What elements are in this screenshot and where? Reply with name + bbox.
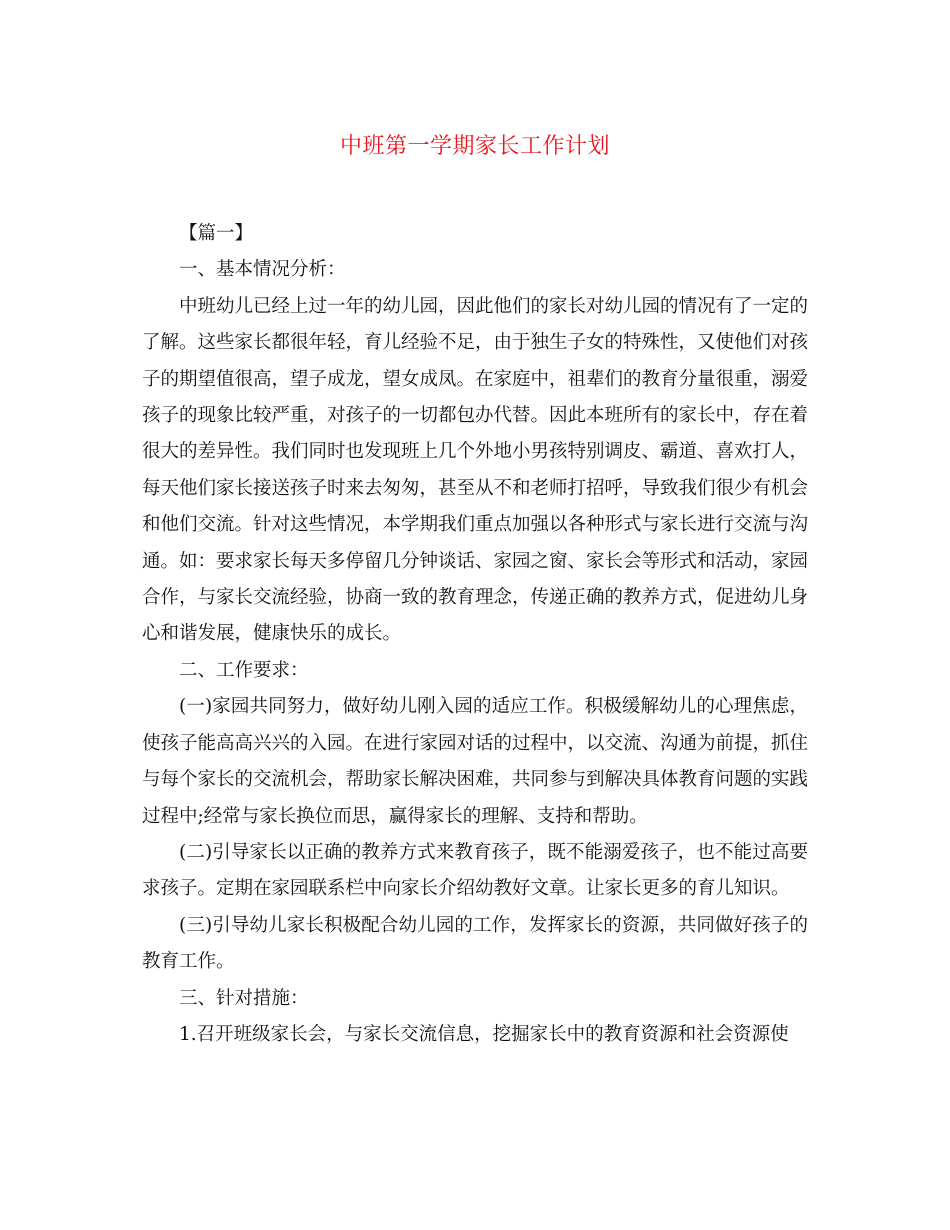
body-paragraph: (三)引导幼儿家长积极配合幼儿园的工作，发挥家长的资源，共同做好孩子的教育工作。 [142, 914, 808, 973]
section-marker: 【篇一】 [179, 223, 254, 244]
body-paragraph: (二)引导家长以正确的教养方式来教育孩子，既不能溺爱孩子，也不能过高要求孩子。定期在家园联系栏中向家长介绍幼教好文章。让家长更多的育儿知识。 [142, 841, 808, 900]
section-heading: 三、针对措施： [179, 987, 309, 1009]
document-title: 中班第一学期家长工作计划 [339, 134, 610, 159]
document-body [142, 216, 808, 1053]
section-heading: 一、基本情况分析： [179, 259, 346, 281]
body-paragraph: 1.召开班级家长会，与家长交流信息，挖掘家长中的教育资源和社会资源使 [179, 1023, 789, 1045]
body-paragraph: 中班幼儿已经上过一年的幼儿园，因此他们的家长对幼儿园的情况有了一定的了解。这些家长都很年轻，育儿经验不足，由于独生子女的特殊性，又使他们对孩子的期望值很高，望子成龙，望女成凤。在家庭中，祖辈们的教育分量很重，溺爱孩子的现象比较严重，对孩子的一切都包办代替。因此本班所有的家长中，存在着很大的差异性。我们同时也发现班上几个外地小男孩特别调皮、霸道、喜欢打人，每天他们家长接送孩子时来去匆匆，甚至从不和老师打招呼，导致我们很少有机会和他们交流。针对这些情况，本学期我们重点加强以各种形式与家长进行交流与沟通。如：要求家长每天多停留几分钟谈话、家园之窗、家长会等形式和活动，家园合作，与家长交流经验，协商一致的教育理念，传递正确的教养方式，促进幼儿身心和谐发展，健康快乐的成长。 [142, 295, 809, 645]
section-heading: 二、工作要求： [179, 659, 309, 681]
body-paragraph: (一)家园共同努力，做好幼儿刚入园的适应工作。积极缓解幼儿的心理焦虑，使孩子能高高兴兴的入园。在进行家园对话的过程中，以交流、沟通为前提，抓住与每个家长的交流机会，帮助家长解决困难，共同参与到解决具体教育问题的实践过程中;经常与家长换位而思，赢得家长的理解、支持和帮助。 [142, 696, 809, 827]
